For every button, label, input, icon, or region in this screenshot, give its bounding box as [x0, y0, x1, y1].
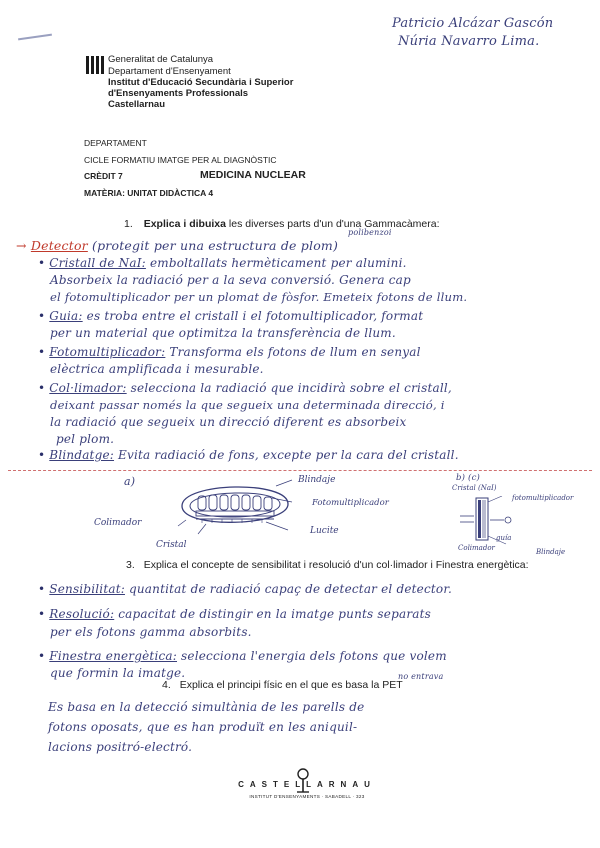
- label-blindaje: Blindaje: [298, 475, 336, 485]
- pet-line-2: fotons oposats, que es han produït en les aniquil-: [48, 720, 358, 734]
- blind-line: [38, 448, 459, 462]
- foto-line-1: [38, 345, 421, 359]
- label-lucite: Lucite: [310, 526, 339, 536]
- guia-line-2: per un material que optimitza la transferència de llum.: [50, 326, 396, 340]
- header-gencat: Generalitat de Catalunya: [108, 54, 214, 65]
- cristall-line-3: el fotomultiplicador per un plomat de fòsfor. Emeteix fotons de llum.: [50, 290, 468, 304]
- bullet-icon: •: [38, 345, 50, 359]
- bullet-icon: •: [38, 309, 50, 323]
- meta-departament: DEPARTAMENT: [84, 138, 147, 148]
- pet-line-1: Es basa en la detecció simultània de les parells de: [48, 700, 365, 714]
- header-dept: Departament d'Ensenyament: [108, 66, 231, 77]
- label-b-fotomultiplicador: fotomultiplicador: [512, 494, 574, 502]
- col-line-3: la radiació que segueix un direcció diferent es absorbeix: [50, 415, 407, 429]
- question-4-text: Explica el principi físic en el que es basa la PET: [179, 679, 403, 691]
- question-1-bold: i dibuixa: [183, 218, 226, 230]
- bullet-icon: •: [38, 448, 50, 462]
- meta-credit-label: CRÈDIT 7: [84, 171, 123, 181]
- bullet-icon: •: [38, 582, 50, 596]
- label-b-colimador: Colimador: [458, 544, 495, 552]
- gencat-logo-icon: [86, 56, 106, 74]
- blind-term: Blindatge:: [49, 448, 115, 462]
- diagram-a-label: a): [124, 475, 136, 488]
- question-4: [162, 679, 403, 691]
- foto-term: Fotomultiplicador:: [49, 345, 166, 359]
- col-text-1: selecciona la radiació que incidirà sobre el cristall,: [130, 381, 452, 395]
- col-line-2: deixant passar només la que segueix una determinada direcció, i: [50, 398, 445, 412]
- detector-text: (protegit per una estructura de plom): [92, 238, 339, 253]
- detector-term: Detector: [30, 238, 88, 253]
- col-term: Col·limador:: [49, 381, 127, 395]
- guia-term: Guia:: [49, 309, 83, 323]
- label-fotomultiplicador: Fotomultiplicador: [312, 498, 389, 508]
- footer-sub: INSTITUT D'ENSENYAMENTS · SABADELL · 323: [249, 794, 365, 799]
- question-3-text: Explica el concepte de sensibilitat i resolució d'un col·limador i Finestra energètica:: [143, 559, 529, 571]
- fin-text-1: selecciona l'energia dels fotons que volem: [181, 649, 447, 663]
- pet-line-3: lacions positró-electró.: [48, 740, 193, 754]
- res-line-1: [38, 607, 431, 621]
- scan-mark: [18, 34, 52, 41]
- sens-text: quantitat de radiació capaç de detectar el detector.: [129, 582, 452, 596]
- col-line-4: pel plom.: [56, 432, 115, 446]
- sens-line: [38, 582, 452, 596]
- question-1-pre: Explica: [143, 218, 181, 230]
- question-4-num: 4.: [162, 679, 171, 691]
- question-1-post: les diverses parts d'un d'una Gammacàmera:: [228, 218, 440, 230]
- bullet-icon: •: [38, 381, 50, 395]
- foto-text-1: Transforma els fotons de llum en senyal: [169, 345, 421, 359]
- cristall-text-1: emboltallats hermèticament per alumini.: [149, 256, 407, 270]
- col-line-1: [38, 381, 452, 395]
- question-1: [124, 218, 440, 230]
- question-3: [126, 559, 529, 571]
- meta-materia: MATÈRIA: UNITAT DIDÀCTICA 4: [84, 188, 214, 198]
- student-name-2: Núria Navarro Lima.: [398, 34, 540, 49]
- question-3-num: 3.: [126, 559, 135, 571]
- bullet-icon: •: [38, 256, 50, 270]
- arrow-icon: →: [16, 238, 27, 253]
- question-1-num: 1.: [124, 218, 133, 230]
- meta-credit-name: MEDICINA NUCLEAR: [200, 169, 306, 181]
- guia-text-1: es troba entre el cristall i el fotomultiplicador, format: [86, 309, 424, 323]
- fin-line-1: [38, 649, 447, 663]
- cristall-line-2: Absorbeix la radiació per a la seva conversió. Genera cap: [50, 273, 411, 287]
- footer-name: CASTELLARNAU: [238, 780, 376, 789]
- sens-term: Sensibilitat:: [49, 582, 125, 596]
- label-b-blindaje: Blindaje: [536, 548, 566, 556]
- bullet-icon: •: [38, 649, 50, 663]
- guia-line-1: [38, 309, 423, 323]
- bullet-icon: •: [38, 607, 50, 621]
- res-text-1: capacitat de distingir en la imatge punts separats: [118, 607, 431, 621]
- meta-cicle: CICLE FORMATIU IMATGE PER AL DIAGNÒSTIC: [84, 155, 277, 165]
- foto-line-2: elèctrica amplificada i mesurable.: [50, 362, 264, 376]
- institution-logo: [86, 56, 106, 74]
- header-institut-1: Institut d'Educació Secundària i Superior: [108, 77, 294, 88]
- blind-text: Evita radiació de fons, excepte per la cara del cristall.: [118, 448, 459, 462]
- header-town: Castellarnau: [108, 99, 166, 110]
- header-institut-2: d'Ensenyaments Professionals: [108, 88, 249, 99]
- detector-note: polibenzoi: [348, 228, 392, 237]
- label-b-guia: guía: [496, 534, 512, 542]
- question-4-note: no entrava: [398, 672, 444, 681]
- res-term: Resolució:: [49, 607, 115, 621]
- label-cristal: Cristal: [156, 540, 187, 550]
- cristall-term: Cristall de NaI:: [49, 256, 146, 270]
- detector-line: [16, 238, 338, 253]
- student-name-1: Patricio Alcázar Gascón: [392, 16, 554, 31]
- gammacamera-diagram: [176, 476, 294, 536]
- fin-line-2: que formin la imatge.: [50, 666, 186, 680]
- label-colimador: Colimador: [94, 518, 142, 528]
- cristall-line-1: [38, 256, 407, 270]
- label-b-cristal: Cristal (NaI): [452, 484, 497, 492]
- diagram-b-label: b) (c): [456, 473, 481, 483]
- res-line-2: per els fotons gamma absorbits.: [50, 625, 252, 639]
- separator-line: [8, 470, 592, 471]
- fin-term: Finestra energètica:: [49, 649, 178, 663]
